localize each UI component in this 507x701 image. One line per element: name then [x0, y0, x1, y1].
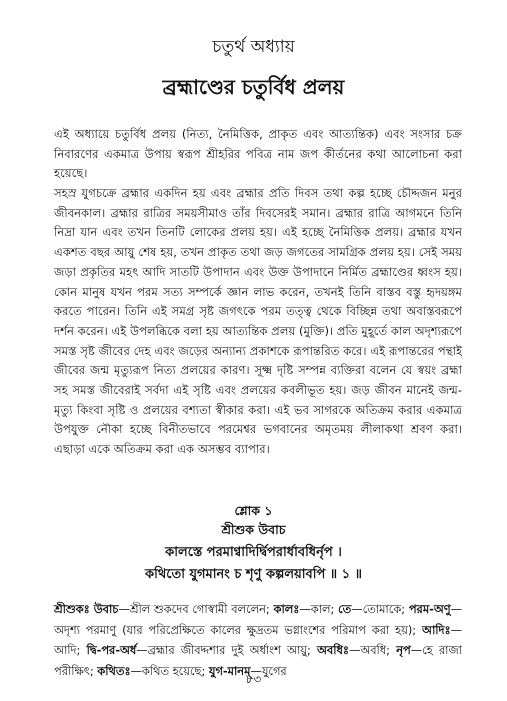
synonym-meaning: —শ্রীল শুকদেব গোস্বামী বললেন;	[118, 602, 274, 616]
synonym-meaning: —ব্রহ্মার জীবদ্দশার দুই অর্ধাংশ আয়ু;	[136, 643, 318, 657]
synonym-meaning: —আদি;	[54, 622, 462, 657]
summary-paragraph: সহস্র যুগচক্রে ব্রহ্মার একদিন হয় এবং ব্রহ্মার প্রতি দিবস তথা কল্প হচ্ছে চৌদ্দজন মনুর জীবনকাল। ব্রহ্মার রাত্রির সময়সীমাও তাঁর দিবসেরই সমান। ব্রহ্মার রাত্রি আগমনে তিনি নিদ্রা যান এবং তখন তিনটি লোকের প্রলয় হয়। এই হচ্ছে নৈমিত্তিক প্রলয়। ব্রহ্মার যখন একশত বছর আয়ু শেষ হয়, তখন প্রাকৃত তথা জড় জগতের সামগ্রিক প্রলয় হয়। সেই সময় জড়া প্রকৃতির মহৎ আদি সাতটি উপাদান এবং উক্ত উপাদানে নির্মিত ব্রহ্মাণ্ডের ধ্বংস হয়। কোন মানুষ যখন পরম সত্য সম্পর্কে জ্ঞান লাভ করেন, তখনই তিনি বাস্তব বস্তু হৃদয়ঙ্গম করতে পারেন। তিনি এই সমগ্র সৃষ্ট জগৎকে পরম তত্ত্ব থেকে বিচ্ছিন্ন তথা অবাস্তবরূপে দর্শন করেন। এই উপলব্ধিকে বলা হয় আত্যন্তিক প্রলয় (মুক্তি)। প্রতি মুহূর্তে কাল অদৃশ্যরূপে সমস্ত সৃষ্ট জীবের দেহ এবং জড়ের অন্যান্য প্রকাশকে রূপান্তরিত করে। এই রূপান্তরের পন্থাই জীবের জন্ম মৃত্যুরূপ নিত্য প্রলয়ের কারণ। সূক্ষ্ম দৃষ্টি সম্পন্ন ব্যক্তিরা বলেন যে স্বয়ং ব্রহ্মা সহ সমস্ত জীবেরাই সর্বদা এই সৃষ্টি এবং প্রলয়ের কবলীভূত হয়। জড় জীবন মানেই জন্ম-মৃত্যু কিংবা সৃষ্টি ও প্রলয়ের বশ্যতা স্বীকার করা। এই ভব সাগরকে অতিক্রম করার একমাত্র উপযুক্ত নৌকা হচ্ছে বিনীতভাবে পরমেশ্বর ভগবানের অমৃতময় লীলাকথা শ্রবণ করা। এছাড়া একে অতিক্রম করা এক অসম্ভব ব্যাপার।	[54, 186, 462, 457]
synonym-term: তে	[338, 602, 352, 616]
verse-line-1: কালস্তে পরমাণ্বাদির্দ্বিপরার্ধাবধির্নৃপ ।	[165, 545, 342, 560]
synonym-term: পরম-অণু	[408, 602, 451, 616]
chapter-title: ব্রহ্মাণ্ডের চতুর্বিধ প্রলয়	[162, 75, 345, 99]
verse-line-2: কথিতো যুগমানং চ শৃণু কল্পলয়াবপি ॥ ১ ॥	[145, 567, 362, 582]
verse-speaker: শ্রীশুক উবাচ	[221, 522, 286, 537]
synonym-term: আদিঃ	[422, 622, 451, 637]
synonym-term: যুগ-মানম্	[208, 663, 251, 678]
chapter-label: চতুর্থ অধ্যায়	[212, 37, 295, 57]
word-meanings	[54, 599, 462, 681]
synonym-term: দ্বি-পর-অর্ধ	[86, 643, 137, 657]
synonym-meaning: —কথিত হয়েছে;	[130, 663, 209, 678]
verse-number: শ্লোক ১	[234, 503, 273, 518]
synonym-meaning: —অদৃশ্য পরমাণু (যার পরিপ্রেক্ষিতে কালের ক্ষুদ্রতম ভগ্নাংশের পরিমাপ করা হয়);	[54, 602, 463, 637]
synonym-term: নৃপ	[396, 643, 411, 657]
synonym-term: অবধিঃ	[317, 643, 349, 657]
synonym-term: কালঃ	[273, 602, 300, 616]
intro-paragraph: এই অধ্যায়ে চতুর্বিধ প্রলয় (নিত্য, নৈমিত্তিক, প্রাকৃত এবং আত্যন্তিক) এবং সংসার চক্র নিবারণের একমাত্র উপায় স্বরূপ শ্রীহরির পবিত্র নাম জপ কীর্তনের কথা আলোচনা করা হয়েছে।	[54, 127, 462, 181]
synonym-meaning: —যুগের	[250, 663, 287, 678]
synonym-term: কথিতঃ	[97, 663, 131, 678]
synonym-meaning: —অবধি;	[348, 643, 397, 657]
synonym-meaning: —হে রাজা পরীক্ষিৎ;	[54, 643, 462, 678]
page-number: ৮৩	[245, 672, 262, 686]
synonym-term: শ্রীশুকঃ উবাচ	[54, 602, 119, 616]
synonym-meaning: —কাল;	[299, 602, 339, 616]
synonym-meaning: —তোমাকে;	[351, 602, 409, 616]
